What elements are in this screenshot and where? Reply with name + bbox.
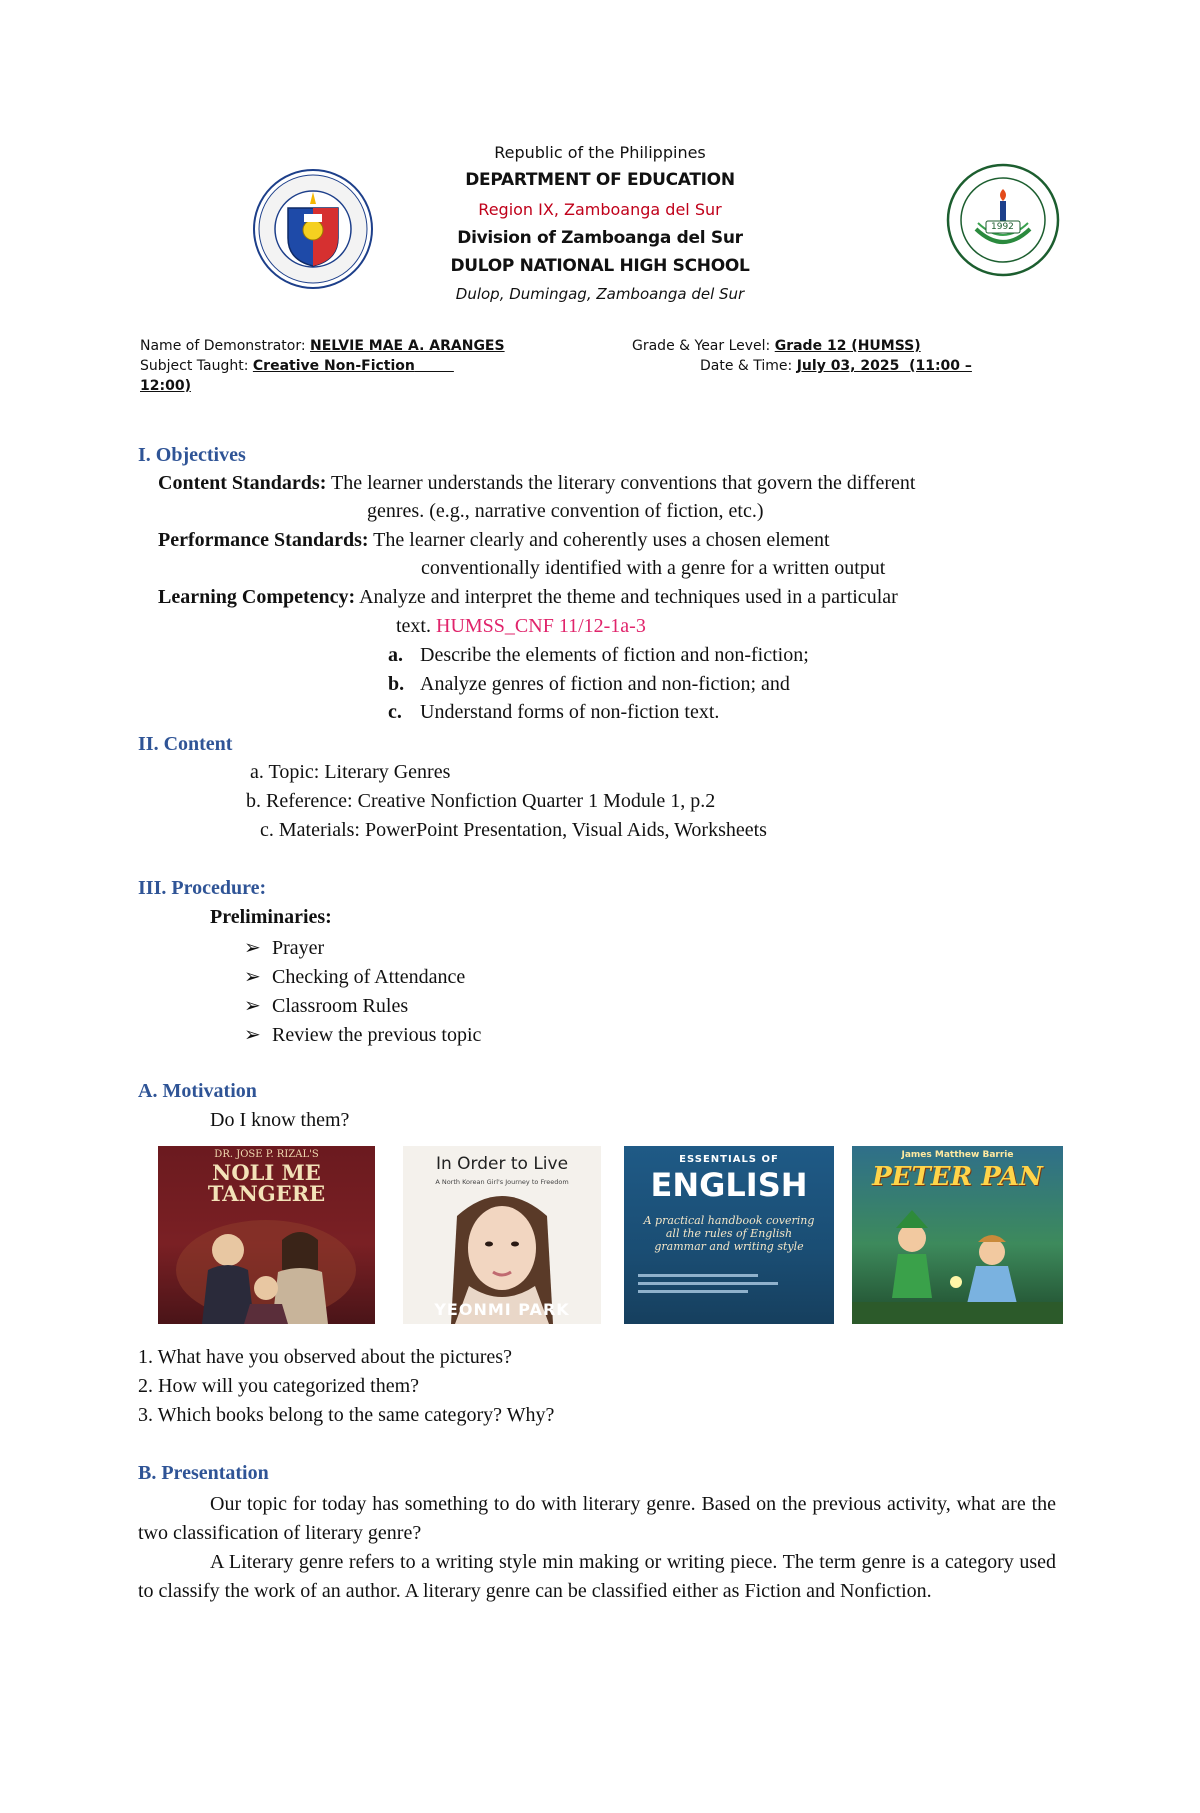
arrow-bullet-icon: ➢ [244, 1024, 261, 1046]
subject-row: Subject Taught: Creative Non-Fiction [140, 358, 415, 374]
book-cover-peter-pan [852, 1146, 1063, 1324]
preliminary-item: ➢ Classroom Rules [244, 995, 409, 1017]
performance-standards-row: Performance Standards: The learner clearly and coherently uses a chosen element [158, 529, 830, 551]
content-standards-cont: genres. (e.g., narrative convention of fiction, etc.) [367, 500, 764, 522]
school-seal-year: 1992 [991, 222, 1014, 232]
book-cover-in-order-to-live [403, 1146, 601, 1324]
presentation-heading: B. Presentation [138, 1462, 269, 1484]
date-row: Date & Time: July 03, 2025 (11:00 – [700, 358, 972, 374]
book-title: ENGLISH [650, 1166, 808, 1204]
book-author: DR. JOSE P. RIZAL'S [214, 1149, 319, 1160]
arrow-bullet-icon: ➢ [244, 966, 261, 988]
book-author: James Matthew Barrie [901, 1150, 1014, 1160]
learning-competency-cont: text. HUMSS_CNF 11/12-1a-3 [396, 615, 646, 637]
content-topic: a. Topic: Literary Genres [250, 761, 451, 783]
book-cover-essentials-of-english [624, 1146, 834, 1324]
school-line: DULOP NATIONAL HIGH SCHOOL [450, 256, 750, 276]
motivation-question: 2. How will you categorized them? [138, 1375, 420, 1397]
book-author: YEONMI PARK [434, 1300, 570, 1319]
competency-code: HUMSS_CNF 11/12-1a-3 [436, 615, 646, 637]
performance-standards-cont: conventionally identified with a genre for a written output [421, 557, 886, 579]
preliminary-item: ➢ Review the previous topic [244, 1024, 482, 1046]
grade-value: Grade 12 (HUMSS) [774, 338, 921, 354]
motivation-heading: A. Motivation [138, 1080, 257, 1102]
book-title: In Order to Live [435, 1154, 569, 1174]
presentation-paragraph: A Literary genre refers to a writing style min making or writing piece. The term genre is a category used to classify the work of an author. A literary genre can be classified either as Fiction and Nonfiction. [138, 1551, 1056, 1602]
objective-item: a. Describe the elements of fiction and non-fiction; [388, 644, 809, 666]
preliminary-item: ➢ Prayer [244, 937, 325, 959]
date-value: July 03, 2025 (11:00 – [796, 358, 972, 374]
motivation-question: 3. Which books belong to the same category? Why? [138, 1404, 555, 1426]
book-cover-noli-me-tangere [158, 1146, 375, 1324]
date-row-cont: 12:00) [140, 378, 191, 394]
motivation-prompt: Do I know them? [210, 1109, 350, 1131]
book-subtitle: A practical handbook covering all the rules of English grammar and writing style [643, 1214, 815, 1253]
division-line: Division of Zamboanga del Sur [457, 228, 743, 248]
arrow-bullet-icon: ➢ [244, 995, 261, 1017]
preliminaries-label: Preliminaries: [210, 906, 332, 928]
address-line: Dulop, Dumingag, Zamboanga del Sur [455, 285, 745, 303]
objectives-heading: I. Objectives [138, 444, 246, 466]
arrow-bullet-icon: ➢ [244, 937, 261, 959]
region-line: Region IX, Zamboanga del Sur [478, 200, 722, 219]
book-subtitle: A North Korean Girl's Journey to Freedom [435, 1178, 569, 1186]
book-title: NOLI ME TANGERE [207, 1160, 326, 1206]
content-reference: b. Reference: Creative Nonfiction Quarter 1 Module 1, p.2 [246, 790, 716, 812]
department-line: DEPARTMENT OF EDUCATION [465, 170, 735, 190]
book-title: PETER PAN [872, 1162, 1043, 1192]
objective-item: c. Understand forms of non-fiction text. [388, 701, 720, 723]
demonstrator-row: Name of Demonstrator: NELVIE MAE A. ARANGES [140, 338, 505, 354]
subject-value: Creative Non-Fiction [252, 358, 415, 374]
motivation-question: 1. What have you observed about the pictures? [138, 1346, 512, 1368]
content-standards-row: Content Standards: The learner understands the literary conventions that govern the different [158, 472, 916, 494]
content-heading: II. Content [138, 733, 233, 755]
preliminary-item: ➢ Checking of Attendance [244, 966, 466, 988]
book-title-top: ESSENTIALS OF [679, 1154, 779, 1165]
procedure-heading: III. Procedure: [138, 877, 267, 899]
objective-item: b. Analyze genres of fiction and non-fiction; and [388, 673, 790, 695]
presentation-paragraph: Our topic for today has something to do with literary genre. Based on the previous activity, what are the two classification of literary genre? [138, 1493, 1056, 1544]
grade-row: Grade & Year Level: Grade 12 (HUMSS) [632, 338, 921, 354]
republic-line: Republic of the Philippines [494, 143, 706, 162]
content-materials: c. Materials: PowerPoint Presentation, Visual Aids, Worksheets [260, 819, 767, 841]
learning-competency-row: Learning Competency: Analyze and interpret the theme and techniques used in a particular [158, 586, 898, 608]
demonstrator-value: NELVIE MAE A. ARANGES [310, 338, 505, 354]
